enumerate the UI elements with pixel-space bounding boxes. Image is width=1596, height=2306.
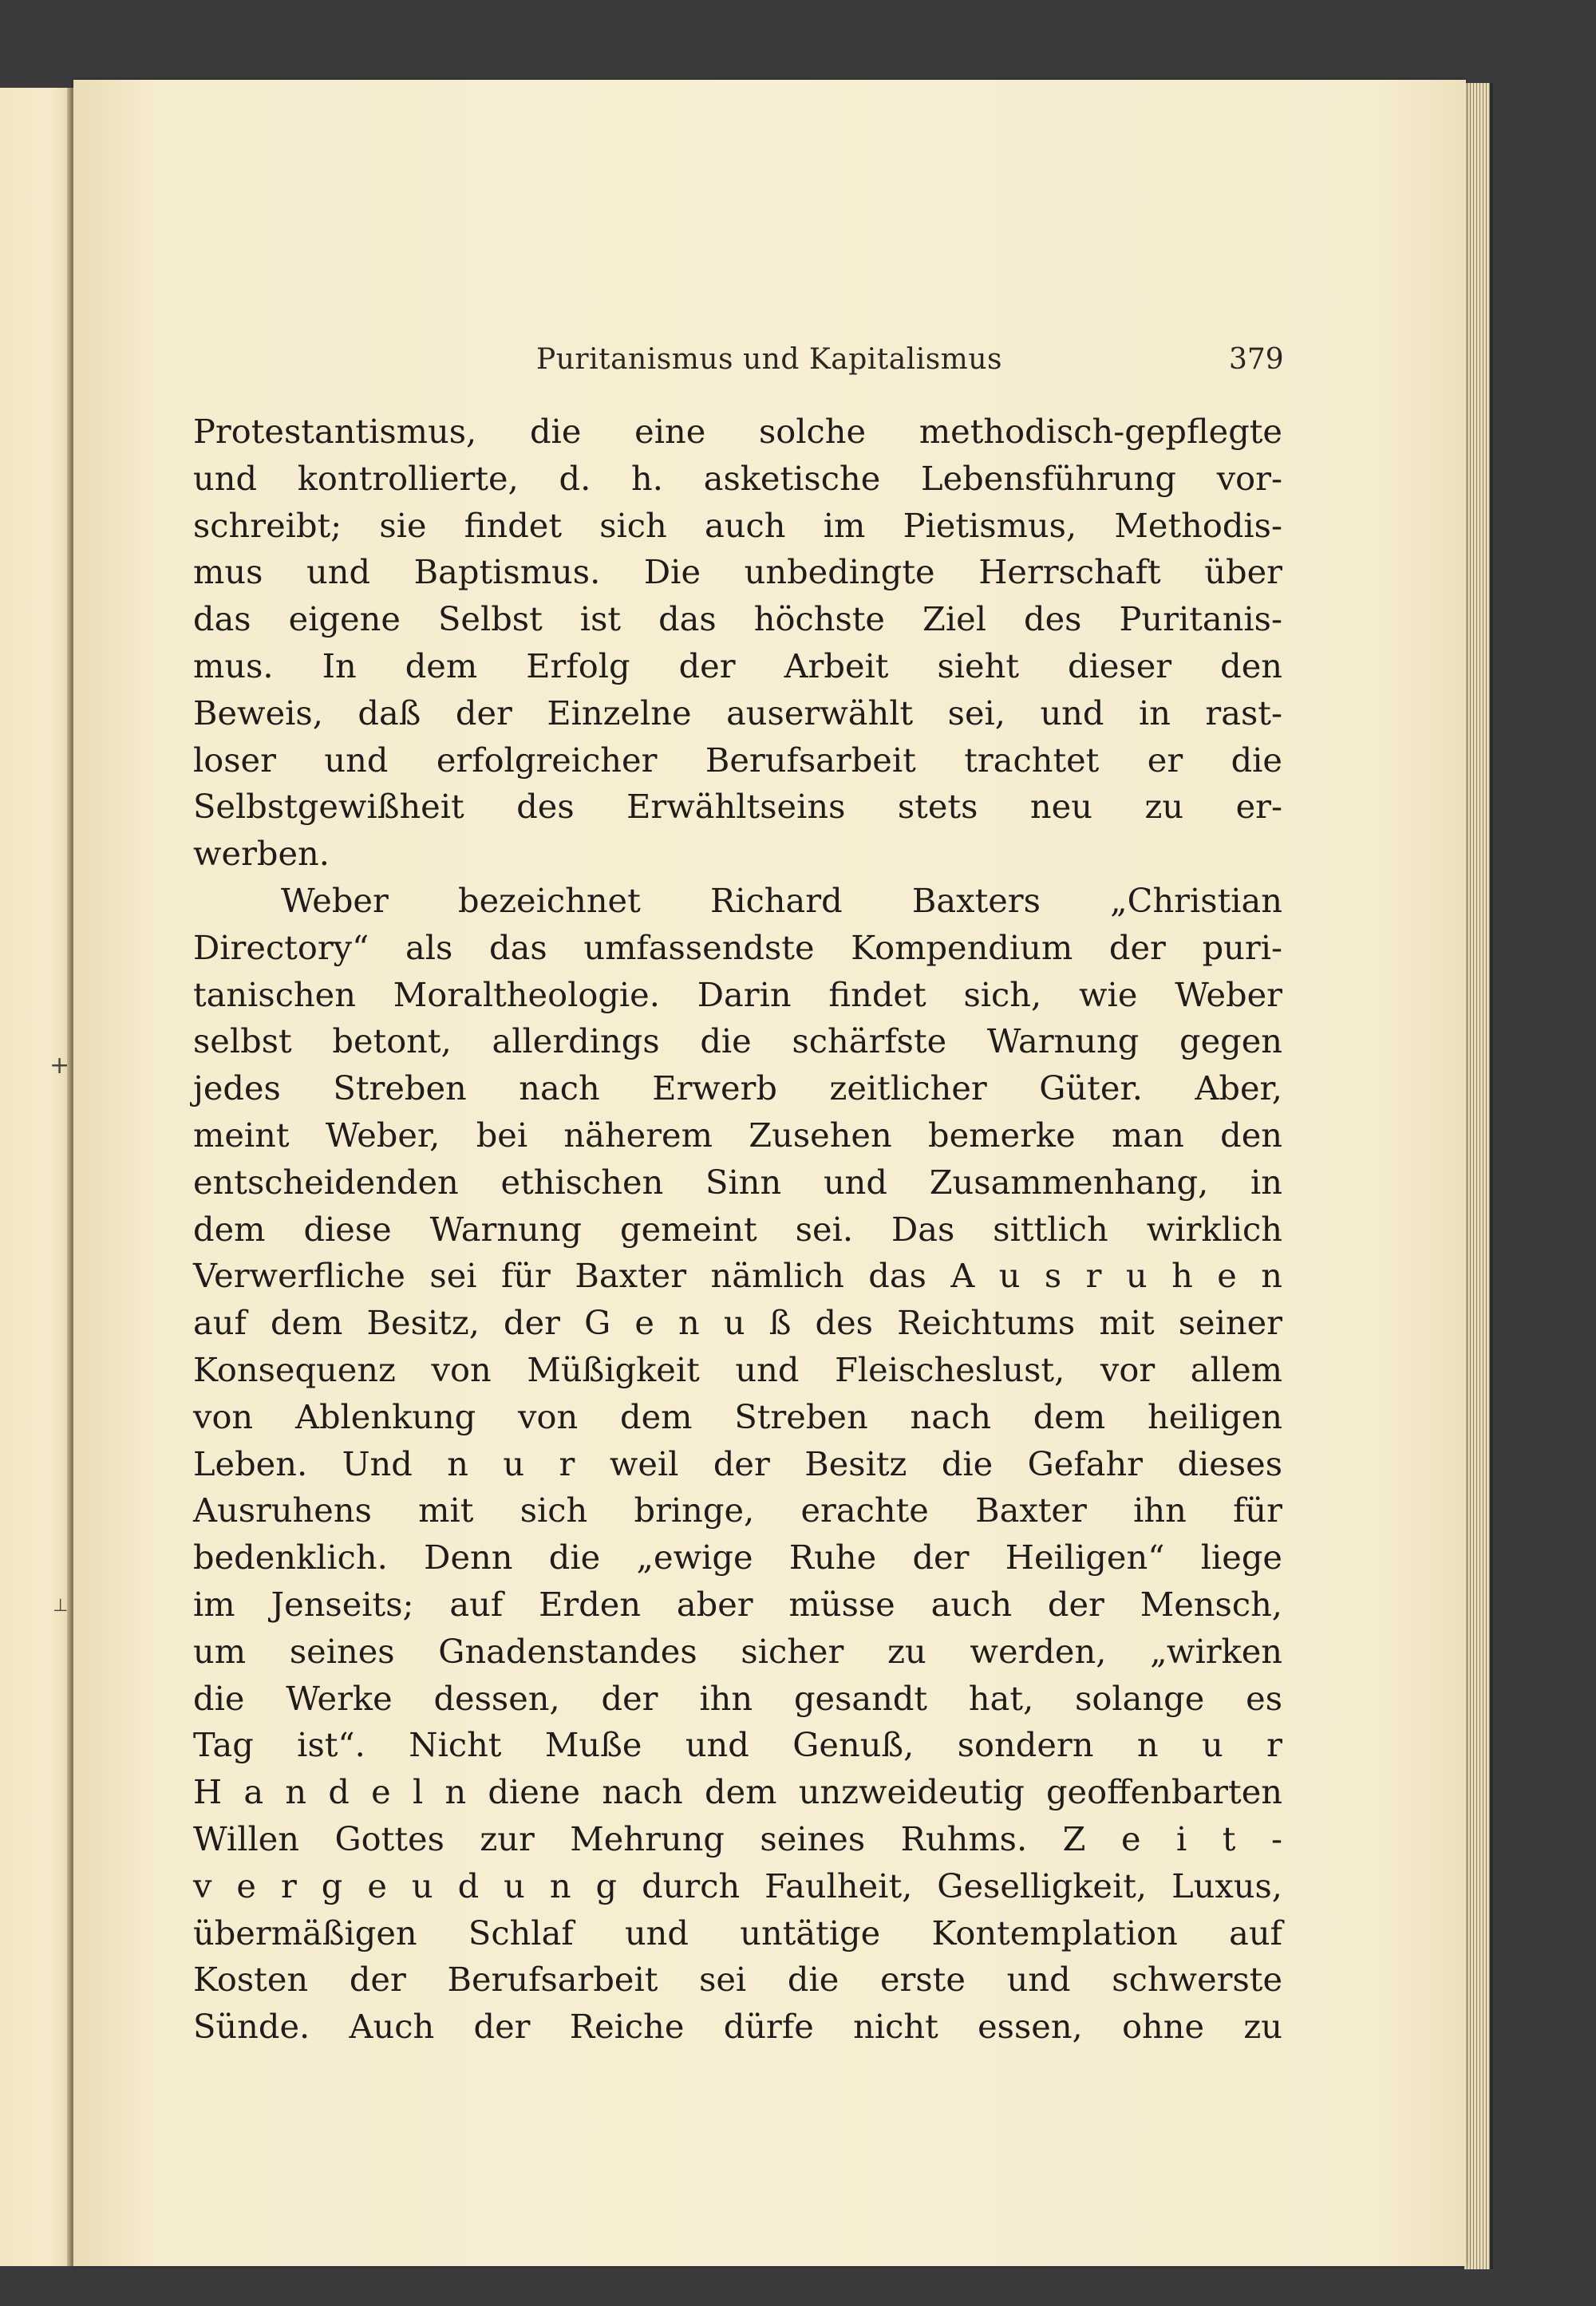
body-text	[193, 409, 1282, 2051]
text-line: im Jenseits; auf Erden aber müsse auch der Mensch,	[193, 1584, 1282, 1624]
text-line: entscheidenden ethischen Sinn und Zusammenhang, in	[193, 1162, 1282, 1202]
text-line: Beweis, daß der Einzelne auserwählt sei, und in rast-	[193, 693, 1282, 732]
text-line: Sünde. Auch der Reiche dürfe nicht essen, ohne zu	[193, 2007, 1282, 2047]
text-line: H a n d e l n diene nach dem unzweideutig geoffenbarten	[193, 1772, 1282, 1812]
running-head	[73, 343, 1466, 383]
previous-page-edge	[0, 88, 70, 2266]
text-line: übermäßigen Schlaf und untätige Kontemplation auf	[193, 1913, 1282, 1953]
margin-tick-mark: +	[49, 1052, 70, 1080]
text-line: meint Weber, bei näherem Zusehen bemerke man den	[193, 1115, 1282, 1155]
text-line: mus. In dem Erfolg der Arbeit sieht dieser den	[193, 646, 1282, 685]
text-line: selbst betont, allerdings die schärfste Warnung gegen	[193, 1021, 1282, 1061]
text-line: Konsequenz von Müßigkeit und Fleischeslust, vor allem	[193, 1349, 1282, 1389]
text-line: Weber bezeichnet Richard Baxters „Christian	[281, 880, 1282, 920]
book-page	[49, 80, 1466, 2266]
text-line: dem diese Warnung gemeint sei. Das sittlich wirklich	[193, 1209, 1282, 1249]
text-line: loser und erfolgreicher Berufsarbeit trachtet er die	[193, 740, 1282, 780]
text-line: Ausruhens mit sich bringe, erachte Baxter ihn für	[193, 1491, 1282, 1530]
text-line: bedenklich. Denn die „ewige Ruhe der Heiligen“ liege	[193, 1538, 1282, 1577]
text-line: Selbstgewißheit des Erwähltseins stets neu zu er-	[193, 787, 1282, 827]
running-title: Puritanismus und Kapitalismus	[536, 343, 1002, 376]
text-line: Tag ist“. Nicht Muße und Genuß, sondern n u r	[193, 1725, 1282, 1765]
text-line: werben.	[193, 834, 330, 874]
text-line: jedes Streben nach Erwerb zeitlicher Güter. Aber,	[193, 1068, 1282, 1108]
text-line: von Ablenkung von dem Streben nach dem heiligen	[193, 1396, 1282, 1436]
text-line: Verwerfliche sei für Baxter nämlich das A u s r u h e n	[193, 1256, 1282, 1296]
text-line: Kosten der Berufsarbeit sei die erste und schwerste	[193, 1960, 1282, 2000]
text-line: auf dem Besitz, der G e n u ß des Reichtums mit seiner	[193, 1303, 1282, 1343]
text-line: Protestantismus, die eine solche methodisch-gepflegte	[193, 412, 1282, 451]
text-line: Directory“ als das umfassendste Kompendium der puri-	[193, 927, 1282, 967]
text-line: tanischen Moraltheologie. Darin findet sich, wie Weber	[193, 974, 1282, 1014]
text-line: die Werke dessen, der ihn gesandt hat, solange es	[193, 1678, 1282, 1718]
text-line: schreibt; sie findet sich auch im Pietismus, Methodis-	[193, 505, 1282, 545]
text-line: v e r g e u d u n g durch Faulheit, Geselligkeit, Luxus,	[193, 1866, 1282, 1905]
text-line: um seines Gnadenstandes sicher zu werden, „wirken	[193, 1631, 1282, 1671]
text-line: das eigene Selbst ist das höchste Ziel des Puritanis-	[193, 599, 1282, 639]
text-line: und kontrollierte, d. h. asketische Lebensführung vor-	[193, 458, 1282, 498]
text-line: mus und Baptismus. Die unbedingte Herrschaft über	[193, 552, 1282, 592]
text-line: Leben. Und n u r weil der Besitz die Gefahr dieses	[193, 1443, 1282, 1483]
page-stack-edge	[1464, 83, 1493, 2269]
margin-tick-mark: ⊥	[53, 1596, 69, 1616]
page-number: 379	[1229, 343, 1284, 376]
text-line: Willen Gottes zur Mehrung seines Ruhms. Z e i t -	[193, 1818, 1282, 1858]
